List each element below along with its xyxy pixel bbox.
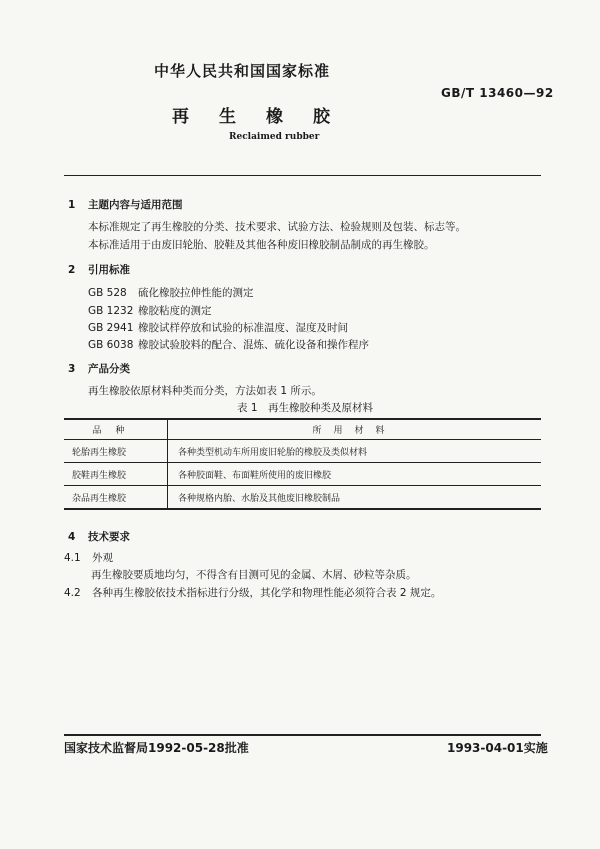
subsection-title: 外观 bbox=[92, 552, 113, 564]
reference-item bbox=[88, 303, 212, 318]
table-1 bbox=[64, 418, 541, 510]
section-4-heading bbox=[68, 529, 130, 544]
section-title: 主题内容与适用范围 bbox=[88, 199, 183, 211]
reference-code: GB 528 bbox=[88, 287, 127, 299]
reference-code: GB 1232 bbox=[88, 305, 134, 317]
subsection-4-1-text: 再生橡胶要质地均匀，不得含有目测可见的金属、木屑、砂粒等杂质。 bbox=[91, 569, 417, 581]
reference-item bbox=[88, 337, 369, 352]
table-row bbox=[64, 486, 541, 510]
section-title: 技术要求 bbox=[88, 531, 130, 543]
approval-statement: 国家技术监督局1992-05-28批准 bbox=[64, 741, 249, 755]
section-title: 引用标准 bbox=[88, 264, 130, 276]
subsection-4-1-heading bbox=[64, 550, 113, 565]
section-1-heading bbox=[68, 197, 183, 212]
section-3-heading bbox=[68, 361, 130, 376]
table-cell-material: 各种类型机动车所用废旧轮胎的橡胶及类似材料 bbox=[168, 440, 542, 463]
reference-item bbox=[88, 285, 254, 300]
section-number: 3 bbox=[68, 363, 76, 375]
section-number: 4 bbox=[68, 531, 76, 543]
reference-code: GB 6038 bbox=[88, 339, 134, 351]
table-header-row bbox=[64, 419, 541, 440]
table-1-caption: 表 1 再生橡胶种类及原材料 bbox=[237, 402, 374, 414]
reference-title: 橡胶试样停放和试验的标准温度、湿度及时间 bbox=[138, 322, 348, 334]
standard-code: GB/T 13460—92 bbox=[441, 86, 554, 100]
section-1-paragraph-2: 本标准适用于由废旧轮胎、胶鞋及其他各种废旧橡胶制品制成的再生橡胶。 bbox=[88, 239, 435, 251]
subsection-number: 4.1 bbox=[64, 552, 81, 564]
table-cell-material: 各种规格内胎、水胎及其他废旧橡胶制品 bbox=[168, 486, 542, 510]
document-title-english: Reclaimed rubber bbox=[229, 132, 320, 142]
document-title: 再生橡胶 bbox=[172, 107, 360, 127]
reference-code: GB 2941 bbox=[88, 322, 134, 334]
table-cell-variety: 轮胎再生橡胶 bbox=[64, 440, 168, 463]
reference-item bbox=[88, 320, 348, 335]
table-header-material: 所用材料 bbox=[168, 419, 542, 440]
subsection-number: 4.2 bbox=[64, 587, 81, 599]
table-cell-material: 各种胶面鞋、布面鞋所使用的废旧橡胶 bbox=[168, 463, 542, 486]
reference-title: 橡胶试验胶料的配合、混炼、硫化设备和操作程序 bbox=[138, 339, 369, 351]
section-number: 1 bbox=[68, 199, 76, 211]
footer-divider bbox=[64, 734, 541, 736]
section-title: 产品分类 bbox=[88, 363, 130, 375]
reference-title: 橡胶粘度的测定 bbox=[138, 305, 212, 317]
subsection-4-2 bbox=[64, 585, 441, 600]
section-1-paragraph-1: 本标准规定了再生橡胶的分类、技术要求、试验方法、检验规则及包装、标志等。 bbox=[88, 221, 466, 233]
table-cell-variety: 杂品再生橡胶 bbox=[64, 486, 168, 510]
section-number: 2 bbox=[68, 264, 76, 276]
reference-title: 硫化橡胶拉伸性能的测定 bbox=[138, 287, 254, 299]
section-2-heading bbox=[68, 262, 130, 277]
section-3-paragraph: 再生橡胶依原材料种类而分类，方法如表 1 所示。 bbox=[88, 385, 322, 397]
national-standard-heading: 中华人民共和国国家标准 bbox=[154, 62, 331, 80]
table-row bbox=[64, 440, 541, 463]
table-header-variety: 品种 bbox=[64, 419, 168, 440]
implementation-date: 1993-04-01实施 bbox=[447, 741, 548, 755]
subsection-text: 各种再生橡胶依技术指标进行分级，其化学和物理性能必须符合表 2 规定。 bbox=[92, 587, 442, 599]
table-row bbox=[64, 463, 541, 486]
table-cell-variety: 胶鞋再生橡胶 bbox=[64, 463, 168, 486]
header-divider bbox=[64, 175, 541, 176]
